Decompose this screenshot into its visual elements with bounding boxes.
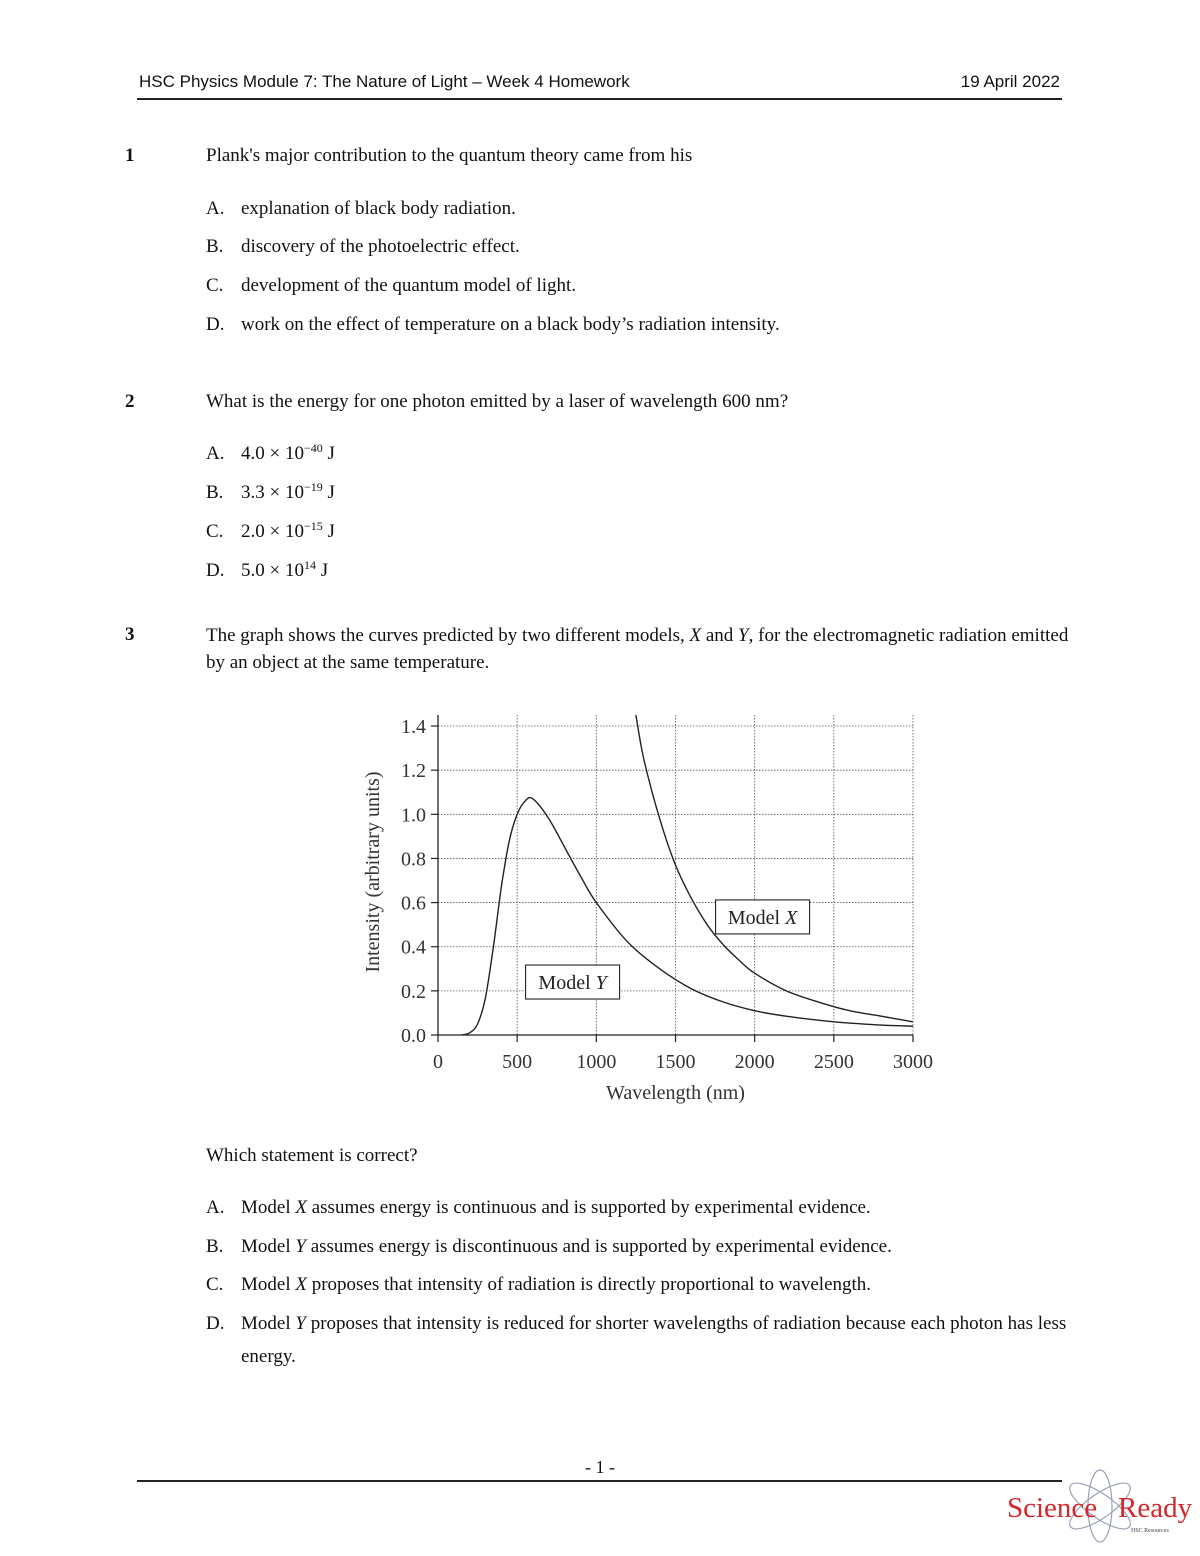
y-tick-label: 0.0	[401, 1025, 426, 1047]
science-ready-logo	[1000, 1466, 1195, 1551]
option-unit: J	[322, 521, 335, 542]
page-number: - 1 -	[585, 1457, 615, 1477]
option-unit: J	[322, 482, 335, 503]
question-3-number: 3	[125, 624, 135, 645]
logo-subtitle: HSC Resources	[1131, 1528, 1169, 1534]
option-base: 4.0 × 10	[241, 443, 304, 464]
option-unit: J	[322, 443, 335, 464]
q1-option-a[interactable]	[206, 192, 1086, 225]
option-letter: B.	[206, 1236, 224, 1257]
header-title: HSC Physics Module 7: The Nature of Light – Week 4 Homework	[139, 72, 630, 91]
legend-label-prefix: Model	[727, 906, 786, 929]
option-letter: D.	[206, 1313, 225, 1334]
option-exponent: −19	[303, 480, 323, 494]
q1-option-b[interactable]	[206, 230, 1086, 263]
y-tick-label: 0.8	[401, 848, 426, 871]
page-header	[137, 72, 1062, 100]
option-model: X	[295, 1274, 307, 1295]
stem-text: and	[701, 625, 739, 646]
x-axis-label: Wavelength (nm)	[606, 1082, 745, 1104]
question-3-prompt: Which statement is correct?	[206, 1145, 418, 1166]
option-text: Model	[241, 1236, 296, 1257]
legend-label-prefix: Model	[538, 972, 596, 995]
logo-word-science: Science	[1007, 1492, 1098, 1524]
option-letter: D.	[206, 314, 225, 335]
x-tick-label: 0	[433, 1051, 443, 1073]
q2-option-d[interactable]	[206, 554, 1086, 587]
y-axis-label: Intensity (arbitrary units)	[362, 771, 384, 973]
legend-label-model-x	[728, 907, 798, 929]
option-text: work on the effect of temperature on a black body’s radiation intensity.	[241, 314, 780, 335]
option-model: Y	[295, 1313, 306, 1334]
option-text: assumes energy is discontinuous and is supported by experimental evidence.	[305, 1236, 892, 1257]
option-text: assumes energy is continuous and is supported by experimental evidence.	[306, 1197, 871, 1218]
intensity-wavelength-chart	[340, 700, 960, 1120]
stem-model-y: Y	[738, 625, 749, 646]
stem-model-x: X	[689, 625, 702, 646]
option-letter: A.	[206, 1197, 225, 1218]
q2-option-b[interactable]	[206, 476, 1086, 509]
option-exponent: −40	[303, 441, 323, 455]
q2-option-c[interactable]	[206, 515, 1086, 548]
option-text: development of the quantum model of light.	[241, 275, 577, 296]
option-unit: J	[315, 560, 329, 581]
option-base: 5.0 × 10	[241, 560, 304, 581]
question-2-stem: What is the energy for one photon emitted by a laser of wavelength 600 nm?	[206, 391, 789, 412]
option-model: Y	[295, 1236, 306, 1257]
option-letter: A.	[206, 198, 225, 219]
option-letter: C.	[206, 521, 224, 542]
option-letter: C.	[206, 275, 224, 296]
question-1-stem: Plank's major contribution to the quantum theory came from his	[206, 145, 693, 166]
legend-label-model-y	[538, 972, 608, 994]
stem-text: , for the electromagnetic radiation emitted by an object at the same temperature.	[206, 625, 1069, 673]
q3-option-d[interactable]	[206, 1307, 1086, 1367]
x-tick-label: 1000	[576, 1051, 617, 1073]
footer-rule	[137, 1480, 1062, 1482]
q1-option-d[interactable]	[206, 308, 1086, 341]
option-text: discovery of the photoelectric effect.	[241, 236, 520, 257]
y-tick-label: 1.2	[401, 760, 426, 783]
option-letter: C.	[206, 1274, 224, 1295]
y-tick-label: 1.0	[401, 804, 426, 827]
option-letter: A.	[206, 443, 225, 464]
option-letter: D.	[206, 560, 225, 581]
option-base: 3.3 × 10	[241, 482, 304, 503]
q3-option-a[interactable]	[206, 1191, 1086, 1224]
y-tick-label: 0.2	[401, 980, 426, 1003]
option-model: X	[295, 1197, 307, 1218]
series-model-x-line	[636, 715, 913, 1022]
q3-option-b[interactable]	[206, 1230, 1086, 1263]
option-text: proposes that intensity of radiation is directly proportional to wavelength.	[306, 1274, 872, 1295]
q3-option-c[interactable]	[206, 1268, 1086, 1301]
x-tick-label: 2000	[734, 1051, 775, 1073]
option-letter: B.	[206, 482, 224, 503]
option-text: proposes that intensity is reduced for shorter wavelengths of radiation because each photon has less energy.	[241, 1313, 1067, 1367]
option-text: Model	[241, 1197, 296, 1218]
option-text: Model	[241, 1313, 296, 1334]
legend-label-variable: Y	[595, 972, 607, 995]
question-2-number: 2	[125, 391, 135, 412]
y-tick-label: 0.6	[401, 892, 426, 915]
option-exponent: 14	[303, 558, 316, 572]
option-text: explanation of black body radiation.	[241, 198, 516, 219]
question-1-number: 1	[125, 145, 135, 166]
q2-option-a[interactable]	[206, 437, 1086, 470]
option-letter: B.	[206, 236, 224, 257]
x-tick-label: 3000	[893, 1051, 933, 1073]
legend-label-variable: X	[785, 906, 798, 929]
header-date: 19 April 2022	[960, 72, 1060, 91]
y-tick-label: 0.4	[401, 936, 426, 959]
x-tick-label: 1500	[655, 1051, 696, 1073]
y-tick-label: 1.4	[401, 716, 426, 739]
question-3-stem	[206, 622, 1086, 676]
option-base: 2.0 × 10	[241, 521, 304, 542]
option-exponent: −15	[303, 519, 323, 533]
stem-text: The graph shows the curves predicted by two different models,	[206, 625, 690, 646]
x-tick-label: 500	[502, 1051, 533, 1073]
option-text: Model	[241, 1274, 296, 1295]
logo-word-ready: Ready	[1118, 1492, 1193, 1524]
q1-option-c[interactable]	[206, 269, 1086, 302]
x-tick-label: 2500	[813, 1051, 854, 1073]
